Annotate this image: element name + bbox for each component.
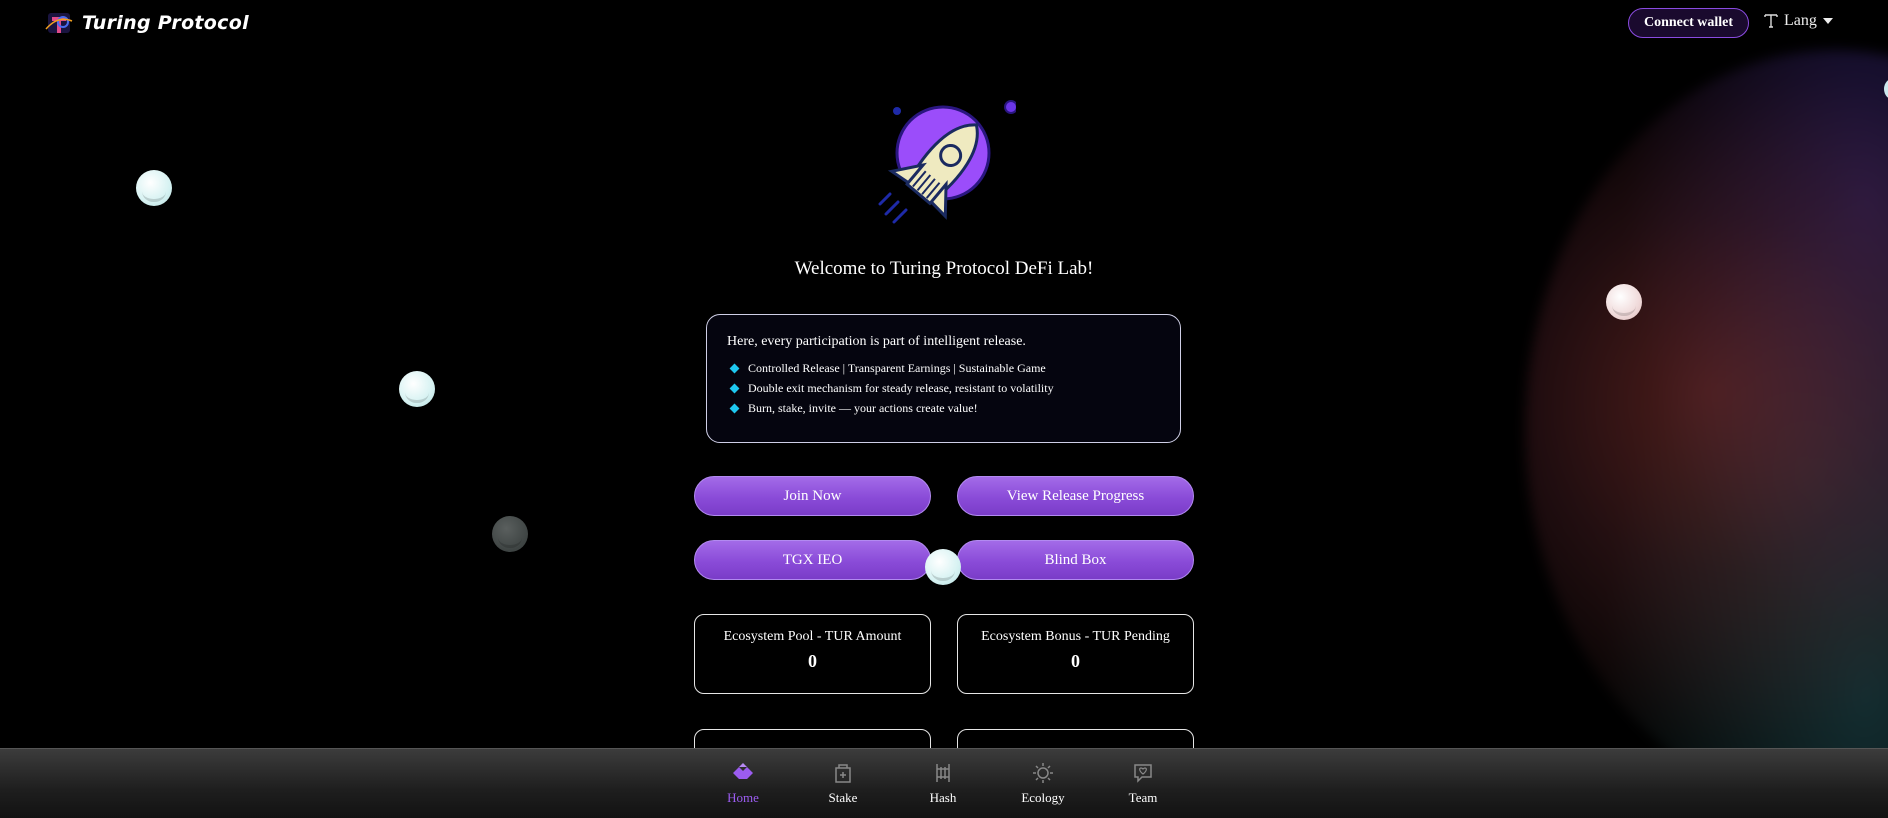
intro-headline: Here, every participation is part of intelligent release. [727,334,1026,349]
floating-orb [399,371,435,407]
floating-orb [925,549,961,585]
blind-box-button[interactable]: Blind Box [957,540,1194,580]
nav-item-home[interactable] [708,761,778,806]
list-item [727,378,1160,398]
nav-label: Ecology [1021,790,1065,805]
brand-logo[interactable] [44,9,249,37]
intro-card [706,314,1181,443]
ecosystem-bonus-card [957,614,1194,694]
top-header [0,0,1888,46]
team-icon [1131,761,1155,785]
nav-item-stake[interactable] [808,761,878,806]
nav-item-ecology[interactable] [1008,761,1078,806]
planet-background [1525,50,1888,810]
diamond-bullet-icon [730,363,740,373]
nav-label: Stake [828,790,858,805]
feature-text: Burn, stake, invite — your actions create value! [748,401,978,415]
welcome-title: Welcome to Turing Protocol DeFi Lab! [794,258,1094,279]
language-label: Lang [1784,12,1817,29]
nav-label: Team [1128,790,1158,805]
nav-label: Home [727,790,759,805]
brand-name: Turing Protocol [82,12,249,34]
floating-orb [136,170,172,206]
nav-item-hash[interactable] [908,761,978,806]
home-icon [731,761,755,785]
nav-item-team[interactable] [1108,761,1178,806]
feature-text: Double exit mechanism for steady release, resistant to volatility [748,381,1054,395]
view-release-progress-button[interactable]: View Release Progress [957,476,1194,516]
join-now-button[interactable]: Join Now [694,476,931,516]
floating-orb [1606,284,1642,320]
tgx-ieo-button[interactable]: TGX IEO [694,540,931,580]
stake-icon [831,761,855,785]
translate-icon [1764,14,1778,28]
feature-list [727,358,1160,418]
bottom-navigation [0,748,1888,818]
chevron-down-icon [1823,17,1833,25]
stat-value: 0 [808,651,817,671]
list-item [727,398,1160,418]
ecosystem-pool-card [694,614,931,694]
stat-label: Ecosystem Pool - TUR Amount [723,629,902,644]
diamond-bullet-icon [730,403,740,413]
feature-text: Controlled Release | Transparent Earnings | Sustainable Game [748,361,1046,375]
stat-value: 0 [1071,651,1080,671]
hash-icon [931,761,955,785]
connect-wallet-button[interactable]: Connect wallet [1628,8,1749,38]
list-item [727,358,1160,378]
brand-logo-icon [44,9,74,37]
language-selector[interactable] [1764,12,1833,30]
stat-label: Ecosystem Bonus - TUR Pending [981,629,1170,644]
ecology-icon [1031,761,1055,785]
diamond-bullet-icon [730,383,740,393]
nav-label: Hash [929,790,957,805]
rocket-illustration [866,92,1016,232]
floating-orb [492,516,528,552]
